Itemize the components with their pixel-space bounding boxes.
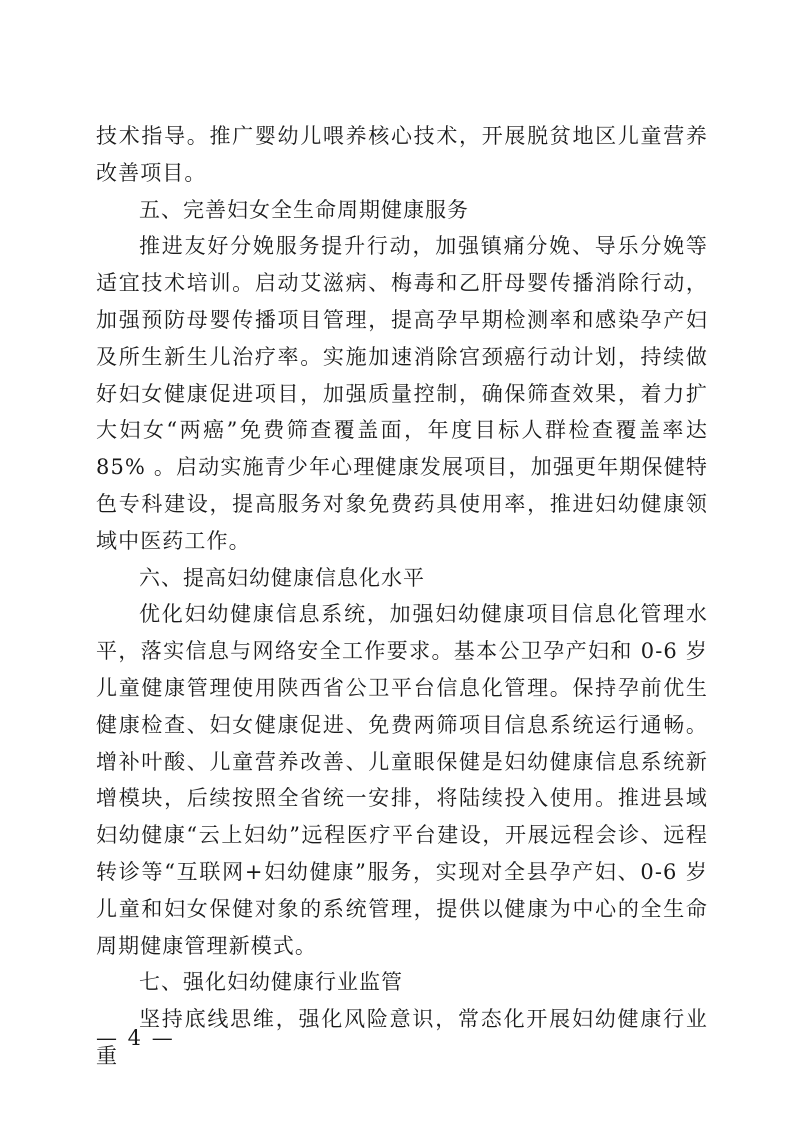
section-6-paragraph: 优化妇幼健康信息系统，加强妇幼健康项目信息化管理水平，落实信息与网络安全工作要求。基本公卫孕产妇和 0-6 岁儿童健康管理使用陕西省公卫平台信息化管理。保持孕前优生健康检查、妇女健康促进、免费两筛项目信息系统运行通畅。增补叶酸、儿童营养改善、儿童眼保健是妇幼健康信息系统新增模块，后续按照全省统一安排，将陆续投入使用。推进县域妇幼健康“云上妇幼”远程医疗平台建设，开展远程会诊、远程转诊等“互联网+妇幼健康”服务，实现对全县孕产妇、0-6 岁儿童和妇女保健对象的系统管理，提供以健康为中心的全生命周期健康管理新模式。 — [96, 602, 708, 958]
section-5-heading: 五、完善妇女全生命周期健康服务 — [139, 197, 469, 222]
page-number: — 4 — — [96, 1026, 175, 1050]
section-7-heading: 七、强化妇幼健康行业监管 — [139, 970, 403, 995]
section-7-paragraph: 坚持底线思维，强化风险意识，常态化开展妇幼健康行业重 — [96, 1007, 708, 1068]
continued-paragraph: 技术指导。推广婴幼儿喂养核心技术，开展脱贫地区儿童营养改善项目。 — [96, 124, 708, 185]
document-body — [96, 118, 708, 1075]
section-6-heading: 六、提高妇幼健康信息化水平 — [139, 565, 425, 590]
section-5-paragraph: 推进友好分娩服务提升行动，加强镇痛分娩、导乐分娩等适宜技术培训。启动艾滋病、梅毒和乙肝母婴传播消除行动，加强预防母婴传播项目管理，提高孕早期检测率和感染孕产妇及所生新生儿治疗率。实施加速消除宫颈癌行动计划，持续做好妇女健康促进项目，加强质量控制，确保筛查效果，着力扩大妇女“两癌”免费筛查覆盖面，年度目标人群检查覆盖率达 85% 。启动实施青少年心理健康发展项目，加强更年期保健特色专科建设，提高服务对象免费药具使用率，推进妇幼健康领域中医药工作。 — [96, 234, 708, 553]
